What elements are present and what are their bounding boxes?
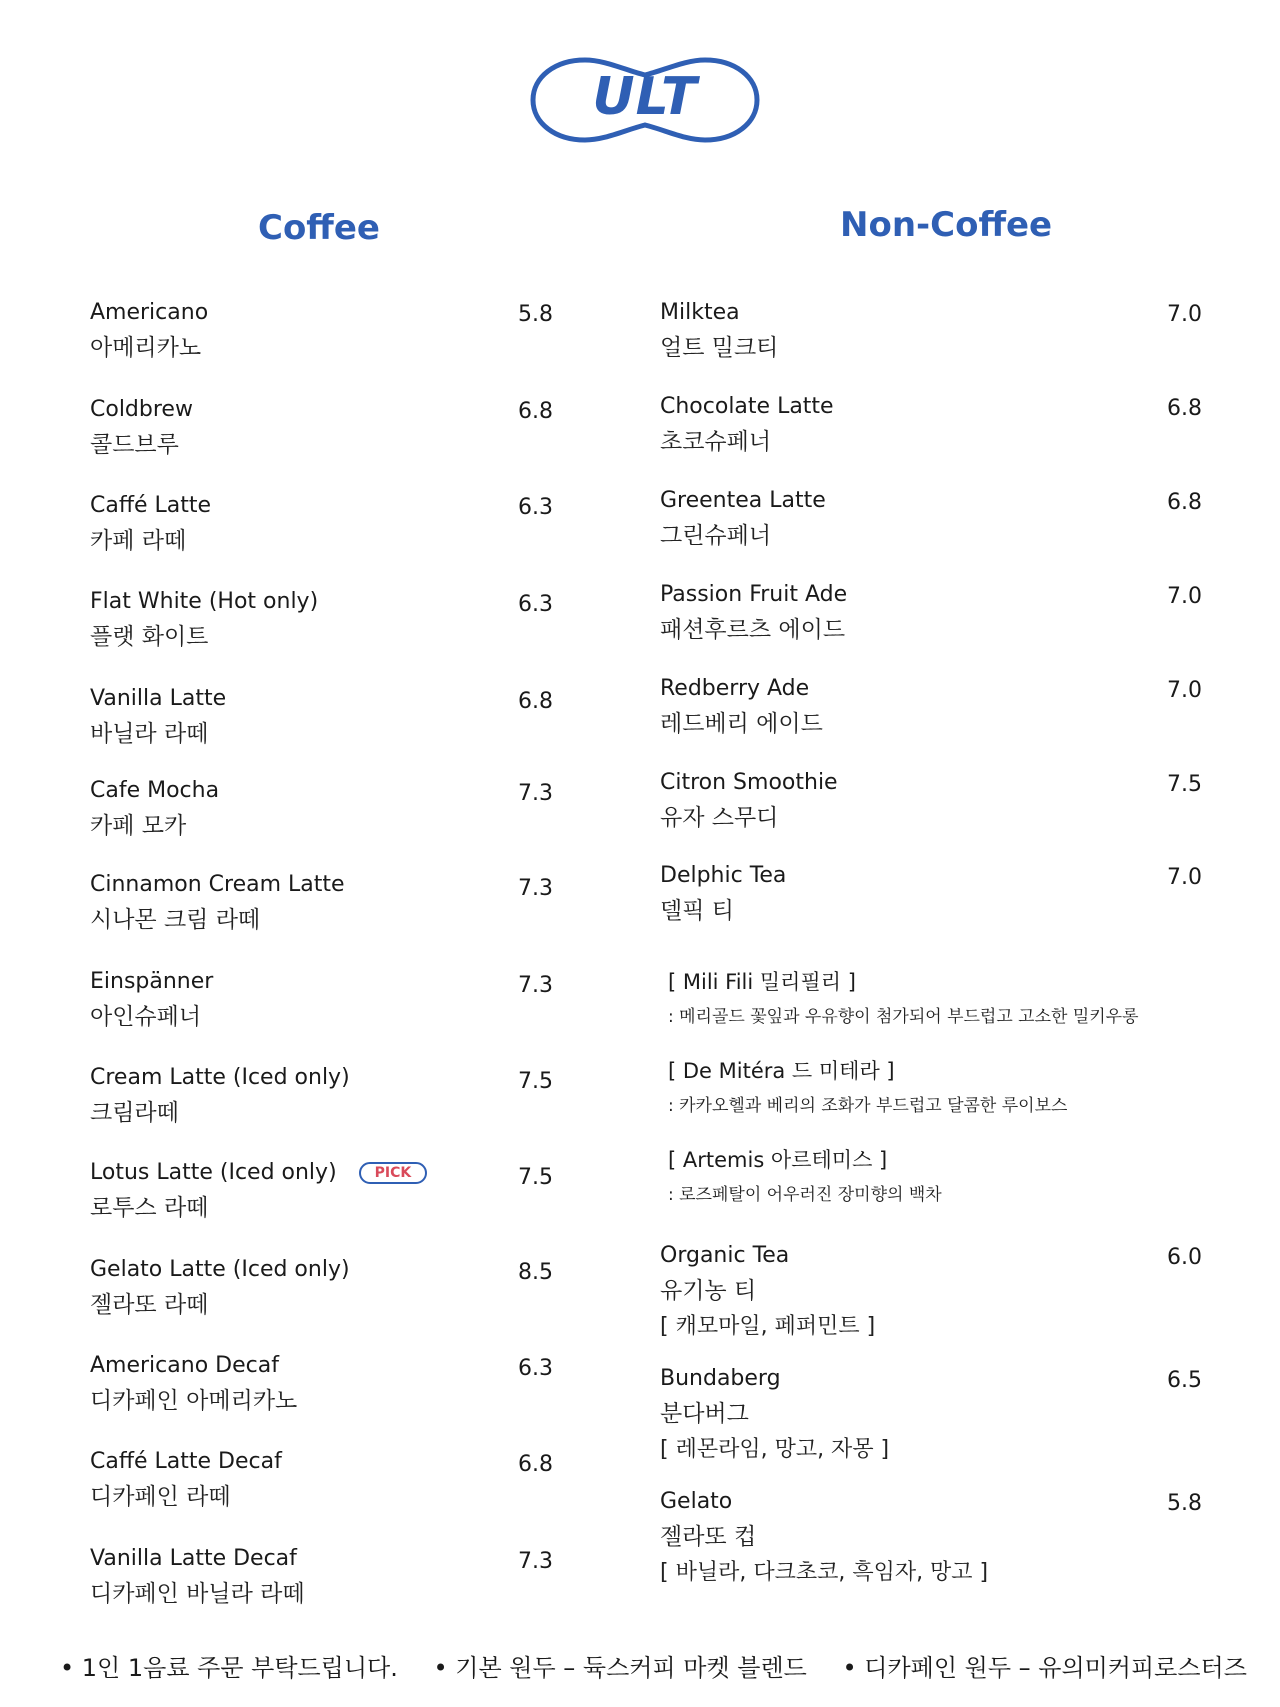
- item-name: Caffé Latte Decaf: [90, 1449, 282, 1474]
- menu-item-einspanner: [90, 969, 213, 1031]
- item-name-ko: 그린슈페너: [660, 523, 772, 549]
- item-name: Bundaberg: [660, 1366, 781, 1391]
- item-name: [90, 1160, 427, 1185]
- footer-note: • 1인 1음료 주문 부탁드립니다.: [60, 1654, 398, 1682]
- tea-variant-artemis: [668, 1144, 942, 1205]
- item-name: Americano Decaf: [90, 1353, 279, 1378]
- tea-variant-name: [ Mili Fili 밀리필리 ]: [668, 970, 856, 994]
- menu-item-citron-smoothie: [660, 770, 838, 832]
- item-price: 7.3: [518, 781, 553, 806]
- item-name: Organic Tea: [660, 1243, 790, 1268]
- item-name-ko: 레드베리 에이드: [660, 711, 823, 737]
- footer-note: • 디카페인 원두 – 유의미커피로스터즈: [842, 1654, 1247, 1682]
- item-name: Redberry Ade: [660, 676, 810, 701]
- tea-variant-desc: : 로즈페탈이 어우러진 장미향의 백차: [668, 1185, 942, 1205]
- menu-item-cinnamon-cream-latte: [90, 872, 345, 934]
- item-name-ko: 크림라떼: [90, 1100, 179, 1126]
- tea-variant-desc: : 메리골드 꽃잎과 우유향이 첨가되어 부드럽고 고소한 밀키우롱: [668, 1007, 1139, 1027]
- item-name: Milktea: [660, 300, 740, 325]
- coffee-title: Coffee: [258, 208, 380, 248]
- item-price: 7.0: [1167, 865, 1202, 890]
- menu-item-americano: [90, 300, 208, 362]
- item-name-text: Lotus Latte (Iced only): [90, 1160, 337, 1185]
- item-name: Greentea Latte: [660, 488, 826, 513]
- item-price: 7.5: [1167, 772, 1202, 797]
- item-name: Citron Smoothie: [660, 770, 838, 795]
- item-price: 6.0: [1167, 1245, 1202, 1270]
- menu-item-caffe-latte-decaf: [90, 1449, 282, 1511]
- menu-item-gelato: [660, 1489, 988, 1586]
- item-name-ko: 유자 스무디: [660, 805, 779, 831]
- item-price: 7.0: [1167, 302, 1202, 327]
- item-name: Cinnamon Cream Latte: [90, 872, 345, 897]
- item-name: Chocolate Latte: [660, 394, 834, 419]
- menu-item-americano-decaf: [90, 1353, 297, 1415]
- item-name-ko: 초코슈페너: [660, 429, 772, 455]
- item-name-ko: 카페 라떼: [90, 528, 187, 554]
- item-name-ko: 분다버그: [660, 1401, 749, 1427]
- footer-note: • 기본 원두 – 듁스커피 마켓 블렌드: [433, 1654, 807, 1682]
- tea-variant-name: [ De Mitéra 드 미테라 ]: [668, 1059, 895, 1083]
- menu-item-delphic-tea: [660, 863, 786, 925]
- item-price: 7.3: [518, 876, 553, 901]
- menu-item-vanilla-latte: [90, 686, 226, 748]
- item-price: 7.3: [518, 973, 553, 998]
- item-price: 6.5: [1167, 1368, 1202, 1393]
- item-price: 6.8: [518, 689, 553, 714]
- item-name: Gelato Latte (Iced only): [90, 1257, 350, 1282]
- item-name-ko: 아메리카노: [90, 335, 202, 361]
- menu-item-greentea-latte: [660, 488, 826, 550]
- item-price: 7.0: [1167, 584, 1202, 609]
- item-name-ko: 유기농 티: [660, 1278, 757, 1304]
- item-name: Gelato: [660, 1489, 733, 1514]
- item-price: 6.8: [518, 399, 553, 424]
- footer-notes: [60, 1648, 1247, 1683]
- menu-item-milktea: [660, 300, 778, 362]
- tea-variant-de-mitera: [668, 1055, 1067, 1116]
- menu-item-gelato-latte: [90, 1257, 350, 1319]
- item-name: Vanilla Latte Decaf: [90, 1546, 297, 1571]
- menu-item-lotus-latte: [90, 1160, 427, 1222]
- tea-variant-mili-fili: [668, 966, 1139, 1027]
- noncoffee-title: Non-Coffee: [840, 205, 1053, 245]
- logo-text: ULT: [592, 67, 698, 127]
- item-name: Flat White (Hot only): [90, 589, 319, 614]
- item-options: [ 캐모마일, 페퍼민트 ]: [660, 1314, 876, 1339]
- item-name-ko: 디카페인 아메리카노: [90, 1388, 298, 1414]
- item-name: Delphic Tea: [660, 863, 787, 888]
- menu-item-vanilla-latte-decaf: [90, 1546, 305, 1608]
- item-name-ko: 젤라또 컵: [660, 1524, 757, 1550]
- menu-item-bundaberg: [660, 1366, 889, 1463]
- item-name-ko: 델픽 티: [660, 898, 734, 924]
- menu-item-cafe-mocha: [90, 778, 219, 840]
- menu-item-coldbrew: [90, 397, 193, 459]
- item-name: Vanilla Latte: [90, 686, 227, 711]
- item-name: Cafe Mocha: [90, 778, 220, 803]
- item-name-ko: 콜드브루: [90, 432, 179, 458]
- pick-badge: PICK: [359, 1162, 428, 1184]
- item-name: Coldbrew: [90, 397, 193, 422]
- item-price: 6.3: [518, 495, 553, 520]
- item-name: Cream Latte (Iced only): [90, 1065, 350, 1090]
- item-price: 5.8: [1167, 1491, 1202, 1516]
- item-price: 6.8: [1167, 490, 1202, 515]
- item-price: 5.8: [518, 302, 553, 327]
- item-name-ko: 젤라또 라떼: [90, 1292, 209, 1318]
- menu-item-cream-latte: [90, 1065, 350, 1127]
- item-price: 6.8: [1167, 396, 1202, 421]
- item-name-ko: 플랫 화이트: [90, 624, 209, 650]
- menu-item-organic-tea: [660, 1243, 875, 1340]
- item-name: Passion Fruit Ade: [660, 582, 848, 607]
- item-options: [ 레몬라임, 망고, 자몽 ]: [660, 1437, 890, 1462]
- menu-item-redberry-ade: [660, 676, 823, 738]
- item-price: 7.0: [1167, 678, 1202, 703]
- item-name-ko: 디카페인 바닐라 라떼: [90, 1581, 305, 1607]
- item-name-ko: 얼트 밀크티: [660, 335, 779, 361]
- item-price: 7.3: [518, 1549, 553, 1574]
- item-name: Caffé Latte: [90, 493, 212, 518]
- item-price: 8.5: [518, 1260, 553, 1285]
- tea-variant-name: [ Artemis 아르테미스 ]: [668, 1148, 888, 1172]
- item-name-ko: 시나몬 크림 라떼: [90, 907, 261, 933]
- item-price: 7.5: [518, 1165, 553, 1190]
- item-price: 6.3: [518, 1356, 553, 1381]
- item-name-ko: 카페 모카: [90, 813, 187, 839]
- item-name-ko: 로투스 라떼: [90, 1195, 209, 1221]
- menu-item-passion-fruit-ade: [660, 582, 847, 644]
- item-name-ko: 패션후르츠 에이드: [660, 617, 846, 643]
- item-name-ko: 디카페인 라떼: [90, 1484, 231, 1510]
- menu-item-chocolate-latte: [660, 394, 834, 456]
- brand-logo: [525, 45, 765, 155]
- menu-item-caffe-latte: [90, 493, 211, 555]
- item-price: 6.3: [518, 592, 553, 617]
- item-name-ko: 바닐라 라떼: [90, 721, 209, 747]
- item-price: 6.8: [518, 1452, 553, 1477]
- menu-item-flat-white: [90, 589, 318, 651]
- item-name-ko: 아인슈페너: [90, 1004, 202, 1030]
- item-name: Einspänner: [90, 969, 214, 994]
- tea-variant-desc: : 카카오헬과 베리의 조화가 부드럽고 달콤한 루이보스: [668, 1096, 1068, 1116]
- item-options: [ 바닐라, 다크초코, 흑임자, 망고 ]: [660, 1560, 989, 1585]
- item-price: 7.5: [518, 1069, 553, 1094]
- item-name: Americano: [90, 300, 209, 325]
